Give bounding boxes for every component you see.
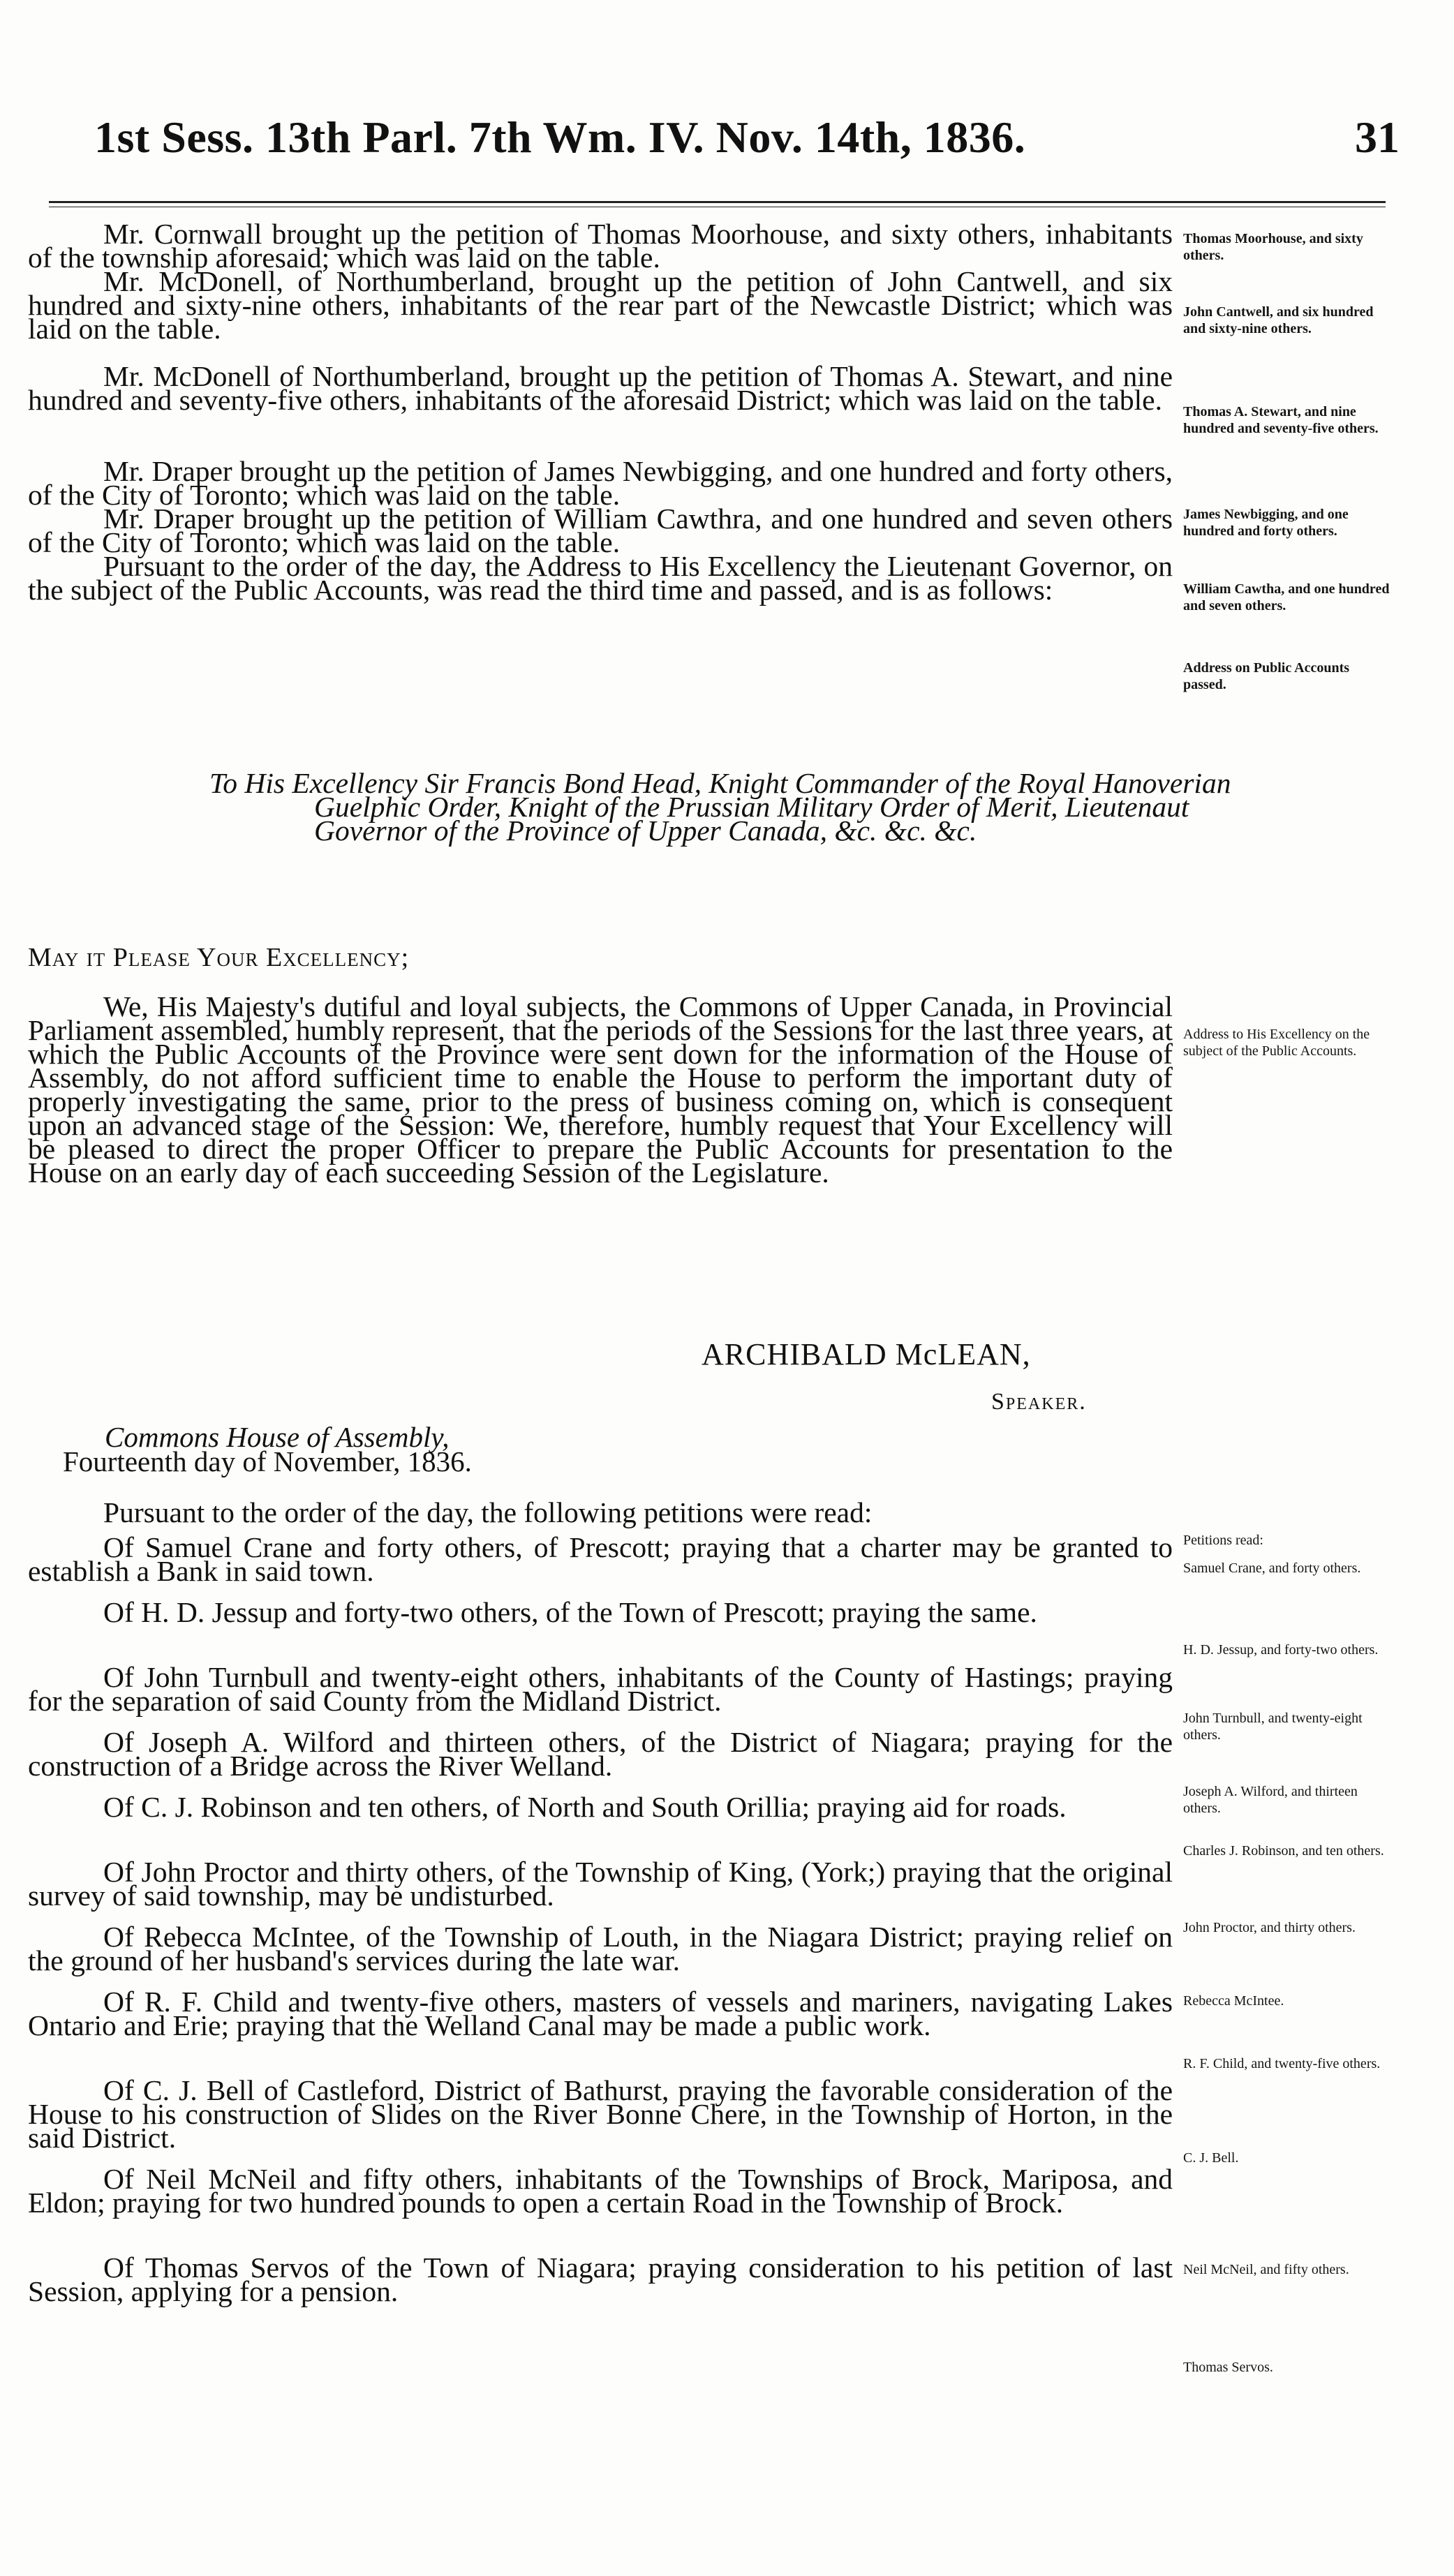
paragraph: Of H. D. Jessup and forty-two others, of the Town of Prescott; praying the same. (103, 1596, 1037, 1628)
margin-note: William Cawtha, and one hundred and seven others. (1183, 581, 1390, 613)
paragraph: Of John Turnbull and twenty-eight others, inhabitants of the County of Hastings; praying for the separation of said County from the Midland District. (28, 1661, 1173, 1717)
paragraph: Pursuant to the order of the day, the following petitions were read: (103, 1496, 873, 1528)
address-date: Fourteenth day of November, 1836. (63, 1445, 472, 1477)
margin-note: James Newbigging, and one hundred and forty others. (1183, 507, 1349, 539)
paragraph: Of Thomas Servos of the Town of Niagara; praying consideration to his petition of last Session, applying for a pension. (28, 2251, 1173, 2307)
margin-note: Samuel Crane, and forty others. (1183, 1561, 1361, 1576)
margin-note: Neil McNeil, and fifty others. (1183, 2262, 1349, 2277)
house-name: Commons House of Assembly, (105, 1421, 450, 1453)
address-body (28, 990, 1173, 1189)
paragraph: Mr. Draper brought up the petition of James Newbigging, and one hundred and forty others, of the City of Toronto; which was laid on the table. (28, 455, 1173, 511)
signature: ARCHIBALD McLEAN, (702, 1337, 1031, 1371)
paragraph: Of Joseph A. Wilford and thirteen others, of the District of Niagara; praying for the construction of a Bridge across the River Welland. (28, 1726, 1173, 1782)
page-number: 31 (1355, 112, 1400, 162)
margin-note: Petitions read: (1183, 1533, 1263, 1548)
margin-note: R. F. Child, and twenty-five others. (1183, 2056, 1381, 2071)
paragraph: Of C. J. Bell of Castleford, District of Bathurst, praying the favorable consideration of the House to his construction of Slides on the River Bonne Chere, in the Township of Horton, in the said District. (28, 2074, 1173, 2154)
margin-note: Thomas A. Stewart, and nine hundred and seventy-five others. (1183, 404, 1379, 436)
paragraph: Mr. Draper brought up the petition of William Cawthra, and one hundred and seven others of the City of Toronto; which was laid on the table. (28, 502, 1173, 558)
margin-note: Thomas Moorhouse, and sixty others. (1183, 231, 1363, 263)
margin-note: John Proctor, and thirty others. (1183, 1920, 1356, 1935)
margin-note: H. D. Jessup, and forty-two others. (1183, 1642, 1379, 1658)
margin-note: John Cantwell, and six hundred and sixty-nine others. (1183, 304, 1374, 336)
paragraph: Of Rebecca McIntee, of the Township of Louth, in the Niagara District; praying relief on the ground of her husband's services during the late war. (28, 1921, 1173, 1976)
margin-note: Address on Public Accounts passed. (1183, 660, 1350, 692)
page-header (94, 112, 1400, 174)
margin-note: C. J. Bell. (1183, 2150, 1239, 2166)
running-head: 1st Sess. 13th Parl. 7th Wm. IV. Nov. 14th, 1836. (94, 112, 1026, 162)
paragraph: Of R. F. Child and twenty-five others, masters of vessels and mariners, navigating Lakes Ontario and Erie; praying that the Welland Canal may be made a public work. (28, 1986, 1173, 2041)
bottom-paragraphs (28, 1496, 1173, 2307)
address-heading: To His Excellency Sir Francis Bond Head, Knight Commander of the Royal Hanoverian Guelphic Order, Knight of the Prussian Military Order of Merit, Lieutenaut Governor of the Province of Upper Canada, &c. &c. &c. (209, 767, 1231, 847)
speaker-title: Speaker. (991, 1389, 1087, 1415)
salutation: May it Please Your Excellency; (28, 943, 410, 972)
paragraph: Of Neil McNeil and fifty others, inhabitants of the Townships of Brock, Mariposa, and Eldon; praying for two hundred pounds to open a certain Road in the Township of Brock. (28, 2163, 1173, 2219)
margin-note: Address to His Excellency on the subject of the Public Accounts. (1183, 1027, 1370, 1059)
paragraph: Of Samuel Crane and forty others, of Prescott; praying that a charter may be granted to establish a Bank in said town. (28, 1531, 1173, 1587)
margin-note: Thomas Servos. (1183, 2360, 1273, 2375)
paragraph: Mr. McDonell, of Northumberland, brought up the petition of John Cantwell, and six hundred and sixty-nine others, inhabitants of the rear part of the Newcastle District; which was laid on the table. (28, 265, 1173, 345)
top-paragraphs (28, 218, 1173, 606)
paragraph: Pursuant to the order of the day, the Address to His Excellency the Lieutenant Governor, on the subject of the Public Accounts, was read the third time and passed, and is as follows: (28, 550, 1173, 606)
paragraph: We, His Majesty's dutiful and loyal subjects, the Commons of Upper Canada, in Provincial Parliament assembled, humbly represent, that the periods of the Sessions for the last three years, at which the Public Accounts of the Province were sent down for the information of the House of Assembly, do not afford sufficient time to enable the House to perform the important duty of properly investigating the same, prior to the press of business coming on, which is consequent upon an advanced stage of the Session: We, therefore, humbly request that Your Excellency will be pleased to direct the proper Officer to prepare the Public Accounts for presentation to the House on an early day of each succeeding Session of the Legislature. (28, 990, 1173, 1189)
margin-note: Joseph A. Wilford, and thirteen others. (1183, 1784, 1358, 1816)
margin-note: Charles J. Robinson, and ten others. (1183, 1843, 1384, 1859)
margin-note: Rebecca McIntee. (1183, 1993, 1284, 2009)
paragraph: Mr. Cornwall brought up the petition of Thomas Moorhouse, and sixty others, inhabitants of the township aforesaid; which was laid on the table. (28, 218, 1173, 274)
margin-note: John Turnbull, and twenty-eight others. (1183, 1711, 1363, 1743)
paragraph: Of C. J. Robinson and ten others, of North and South Orillia; praying aid for roads. (103, 1791, 1067, 1823)
paragraph: Of John Proctor and thirty others, of the Township of King, (York;) praying that the original survey of said township, may be undisturbed. (28, 1856, 1173, 1912)
header-rule (49, 201, 1386, 203)
paragraph: Mr. McDonell of Northumberland, brought up the petition of Thomas A. Stewart, and nine hundred and seventy-five others, inhabitants of the aforesaid District; which was laid on the table. (28, 360, 1173, 416)
